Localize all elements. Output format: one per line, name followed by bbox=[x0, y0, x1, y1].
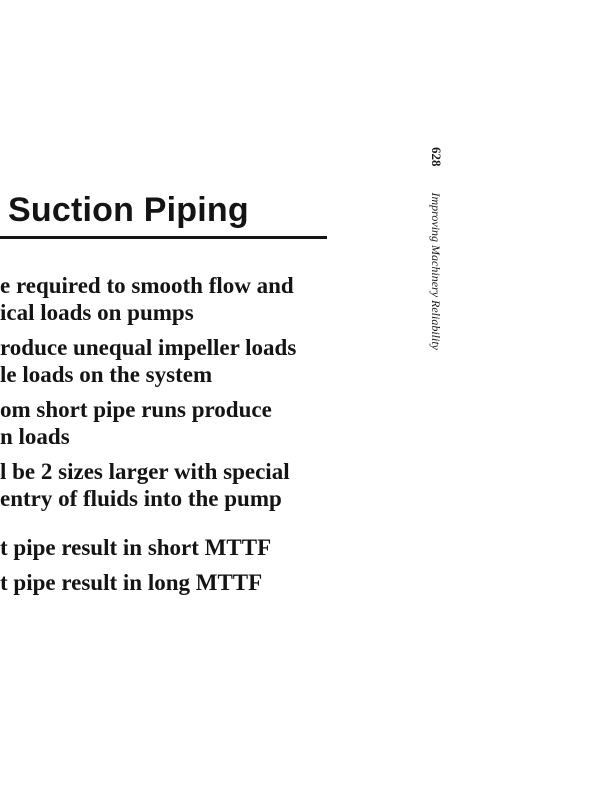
bullet-text-line: e required to smooth flow and bbox=[0, 273, 294, 298]
bullet-text-line: ical loads on pumps bbox=[0, 300, 194, 325]
bullet-text-line: om short pipe runs produce bbox=[0, 397, 272, 422]
bullet-text-line: roduce unequal impeller loads bbox=[0, 335, 297, 360]
bullet-text-line: t pipe result in short MTTF bbox=[0, 535, 272, 560]
bullet-list bbox=[0, 272, 296, 596]
running-head bbox=[429, 147, 443, 407]
bullet-gap bbox=[0, 326, 296, 334]
bullet-item bbox=[0, 534, 296, 561]
bullet-gap bbox=[0, 561, 296, 569]
bullet-text-line: t pipe result in long MTTF bbox=[0, 570, 263, 595]
bullet-text-line: entry of fluids into the pump bbox=[0, 486, 282, 511]
bullet-item bbox=[0, 396, 296, 450]
bullet-gap bbox=[0, 450, 296, 458]
page-number: 628 bbox=[429, 147, 444, 167]
bullet-gap bbox=[0, 388, 296, 396]
bullet-text-line: n loads bbox=[0, 424, 70, 449]
title-underline bbox=[0, 236, 327, 239]
bullet-item bbox=[0, 458, 296, 512]
bullet-gap bbox=[0, 512, 296, 534]
book-title: Improving Machinery Reliability bbox=[429, 192, 443, 351]
slide-title: Suction Piping bbox=[8, 191, 249, 229]
bullet-item bbox=[0, 272, 296, 326]
bullet-item bbox=[0, 569, 296, 596]
bullet-item bbox=[0, 334, 296, 388]
bullet-text-line: le loads on the system bbox=[0, 362, 213, 387]
bullet-text-line: l be 2 sizes larger with special bbox=[0, 459, 290, 484]
